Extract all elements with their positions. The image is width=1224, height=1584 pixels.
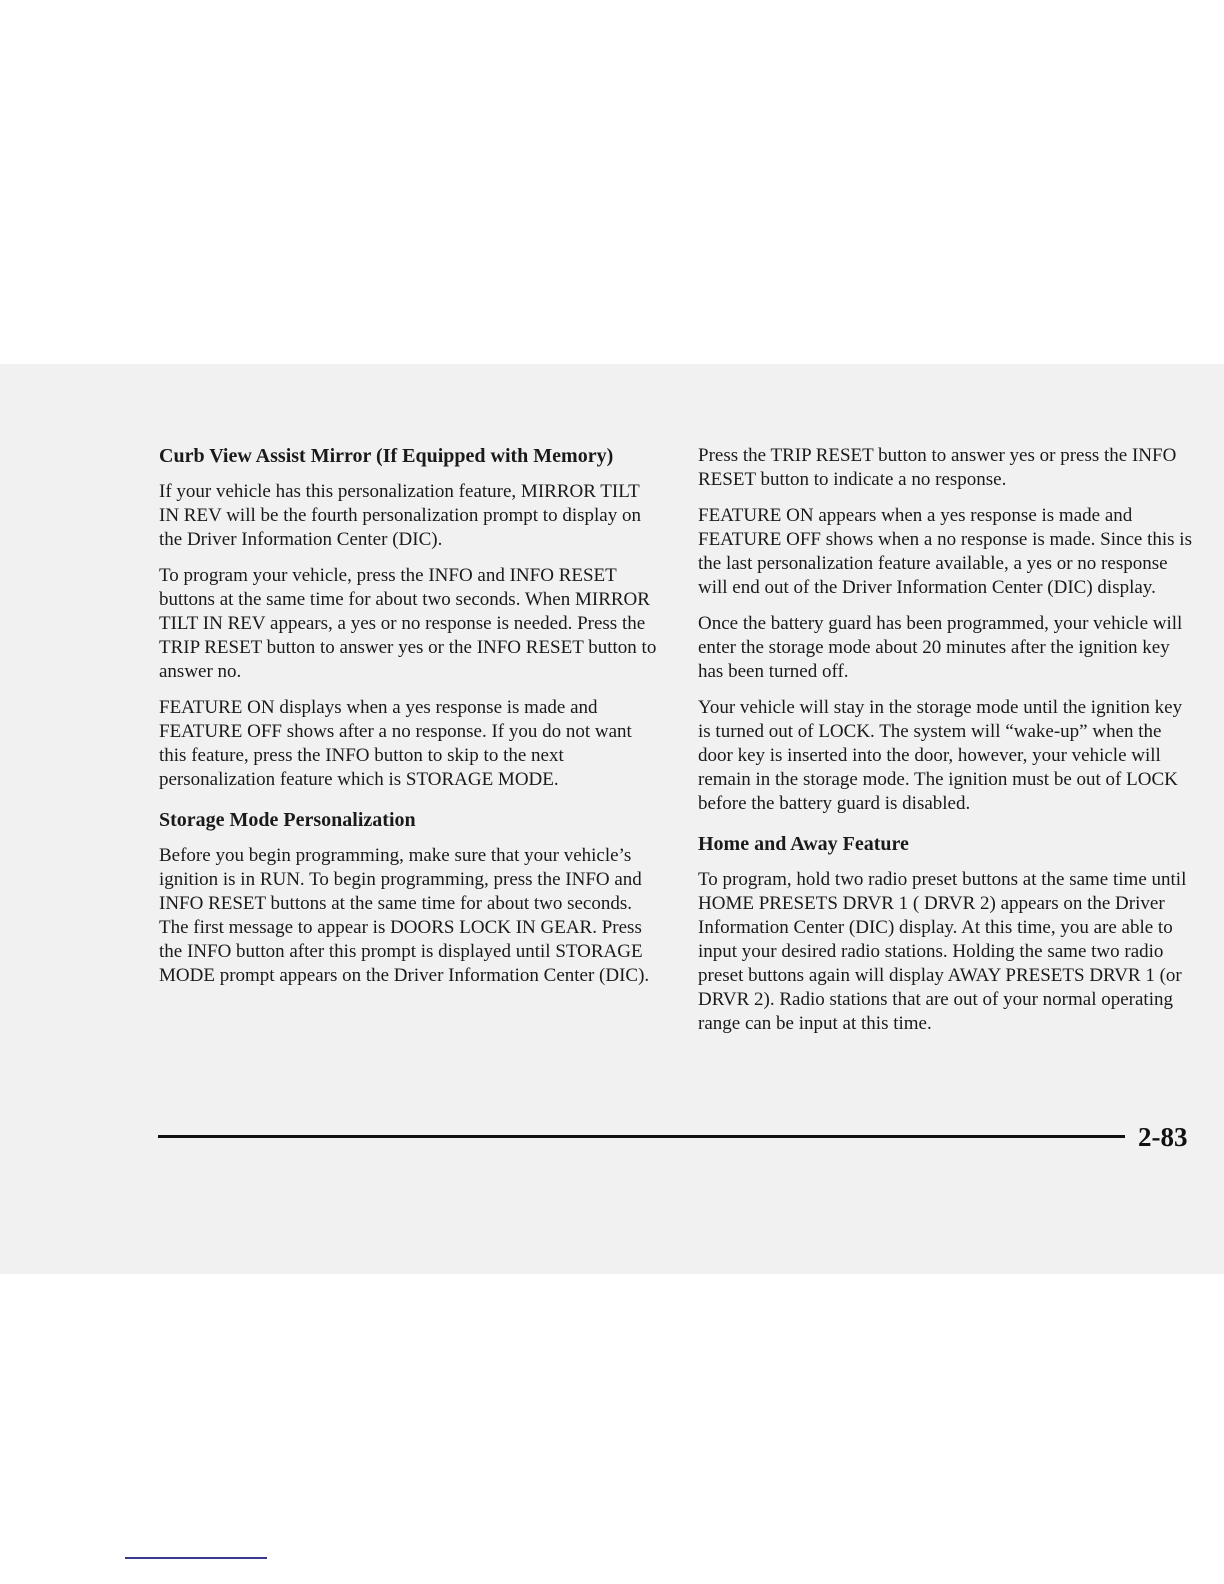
paragraph: To program your vehicle, press the INFO and INFO RESET buttons at the same time for about two seconds. When MIRROR TILT IN REV appears, a yes or no response is needed. Press the TRIP RESET button to answer yes or the INFO RESET button to answer no.	[159, 565, 657, 682]
paragraph: Your vehicle will stay in the storage mode until the ignition key is turned out of LOCK. The system will “wake-up” when the door key is inserted into the door, however, your vehicle will remain in the storage mode. The ignition must be out of LOCK before the battery guard is disabled.	[698, 697, 1183, 814]
paragraph: FEATURE ON appears when a yes response is made and FEATURE OFF shows when a no response is made. Since this is the last personalization feature available, a yes or no response will end out of the Driver Information Center (DIC) display.	[698, 505, 1192, 598]
section-heading-home-away: Home and Away Feature	[698, 833, 909, 855]
bottom-divider	[125, 1557, 267, 1559]
section-heading-curb-view-mirror: Curb View Assist Mirror (If Equipped with Memory)	[159, 445, 614, 467]
footer-divider	[158, 1135, 1125, 1138]
left-column	[159, 444, 659, 1000]
page-number: 2-83	[1138, 1122, 1188, 1152]
paragraph: Once the battery guard has been programmed, your vehicle will enter the storage mode about 20 minutes after the ignition key has been turned off.	[698, 613, 1183, 682]
paragraph: To program, hold two radio preset buttons at the same time until HOME PRESETS DRVR 1 ( DRVR 2) appears on the Driver Information Center (DIC) display. At this time, you are able to input your desired radio stations. Holding the same two radio preset buttons again will display AWAY PRESETS DRVR 1 (or DRVR 2). Radio stations that are out of your normal operating range can be input at this time.	[698, 869, 1187, 1034]
paragraph: Press the TRIP RESET button to answer yes or press the INFO RESET button to indicate a no response.	[698, 445, 1177, 490]
paragraph: FEATURE ON displays when a yes response is made and FEATURE OFF shows after a no response. If you do not want this feature, press the INFO button to skip to the next personalization feature which is STORAGE MODE.	[159, 697, 632, 790]
paragraph: If your vehicle has this personalization feature, MIRROR TILT IN REV will be the fourth personalization prompt to display on the Driver Information Center (DIC).	[159, 481, 641, 550]
right-column	[698, 444, 1198, 1048]
paragraph: Before you begin programming, make sure that your vehicle’s ignition is in RUN. To begin programming, press the INFO and INFO RESET buttons at the same time for about two seconds. The first message to appear is DOORS LOCK IN GEAR. Press the INFO button after this prompt is displayed until STORAGE MODE prompt appears on the Driver Information Center (DIC).	[159, 845, 650, 986]
section-heading-storage-mode: Storage Mode Personalization	[159, 809, 416, 831]
